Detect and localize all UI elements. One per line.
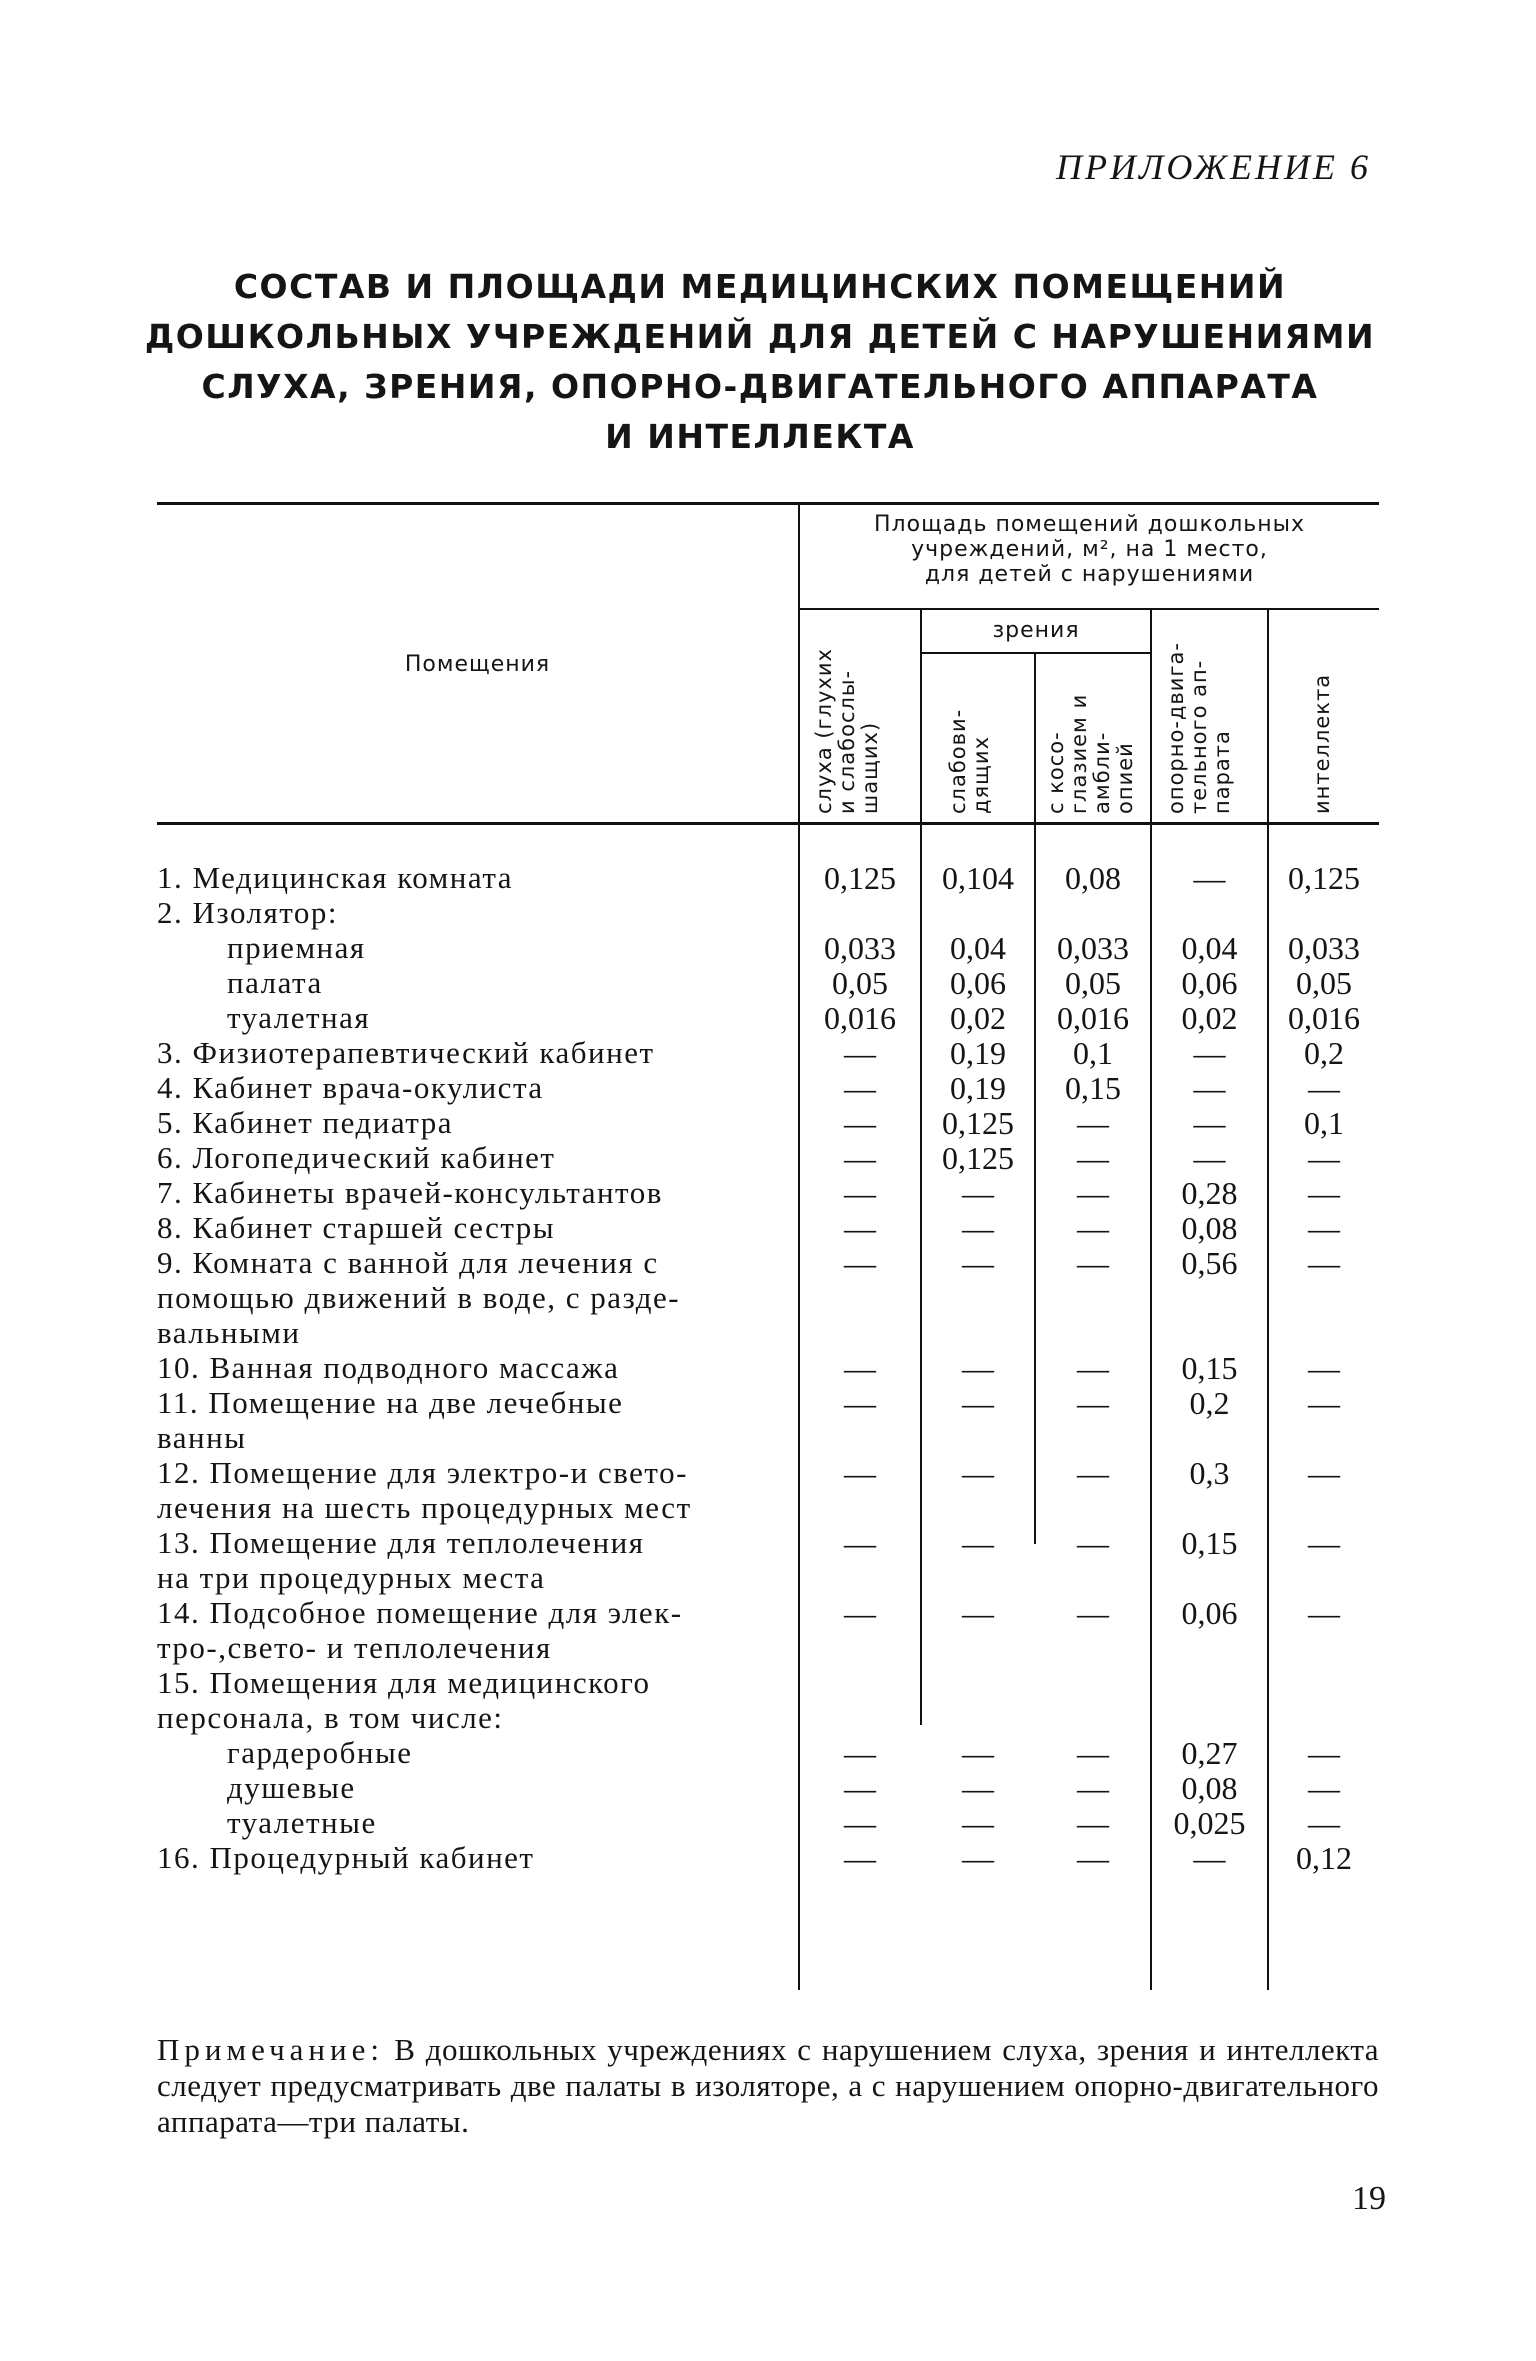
page-number: 19 [1352, 2180, 1386, 2217]
area-cell: — [1077, 1805, 1109, 1841]
area-cell: — [1077, 1140, 1109, 1176]
area-cell: — [962, 1805, 994, 1841]
area-cell: 0,1 [1073, 1035, 1113, 1071]
room-name: ванны [157, 1420, 247, 1455]
area-cell: — [844, 1175, 876, 1211]
area-cell: — [844, 1245, 876, 1281]
area-cell: — [1077, 1175, 1109, 1211]
table-top-rule [157, 502, 1379, 505]
header-area [800, 512, 1379, 587]
room-name: тро-,свето- и теплолечения [157, 1630, 552, 1665]
room-name: 11. Помещение на две лечебные [157, 1385, 624, 1420]
area-cell: — [1193, 1140, 1226, 1176]
room-name: 2. Изолятор: [157, 895, 339, 930]
room-name: туалетная [227, 1000, 371, 1035]
area-cell: 0,02 [1181, 1000, 1238, 1036]
footnote-text: В дошкольных учреждениях с нарушением слуха, зрения и интеллекта следует предусматривать две палаты в изоляторе, а с нарушением опорно-двигательного аппарата—три палаты. [157, 2032, 1380, 2139]
room-name: туалетные [227, 1805, 377, 1840]
area-cell: — [844, 1210, 876, 1246]
room-name: 5. Кабинет педиатра [157, 1105, 453, 1140]
area-cell: 0,28 [1181, 1175, 1238, 1211]
area-cell: — [1308, 1350, 1340, 1386]
area-cell: 0,15 [1065, 1070, 1121, 1106]
vision-subheader-rule [922, 652, 1150, 654]
area-cell: — [1193, 1840, 1226, 1876]
document-title [140, 262, 1380, 462]
area-cell: — [1308, 1245, 1340, 1281]
area-cell: — [844, 1385, 876, 1421]
room-name: лечения на шесть процедурных мест [157, 1490, 692, 1525]
header-area-line: учреждений, м², на 1 место, [911, 537, 1268, 562]
area-cell: — [962, 1385, 994, 1421]
room-name: 4. Кабинет врача-окулиста [157, 1070, 544, 1105]
area-cell: — [844, 1105, 876, 1141]
area-cell: — [1077, 1350, 1109, 1386]
area-cell: — [1308, 1140, 1340, 1176]
area-cell: 0,125 [942, 1105, 1014, 1141]
appendix-label: ПРИЛОЖЕНИЕ 6 [1056, 147, 1371, 187]
title-line: СОСТАВ И ПЛОЩАДИ МЕДИЦИНСКИХ ПОМЕЩЕНИЙ [233, 267, 1287, 306]
area-cell: 0,19 [950, 1070, 1006, 1106]
area-cell: — [962, 1455, 994, 1491]
room-name: гардеробные [227, 1735, 413, 1770]
area-cell: 0,04 [1181, 930, 1238, 966]
area-cell: — [962, 1350, 994, 1386]
area-cell: — [1308, 1385, 1340, 1421]
room-name: приемная [227, 930, 366, 965]
area-cell: — [844, 1035, 876, 1071]
room-name: 15. Помещения для медицинского [157, 1665, 651, 1700]
title-line: И ИНТЕЛЛЕКТА [605, 417, 915, 456]
area-cell: — [1308, 1805, 1340, 1841]
area-cell: 0,016 [1288, 1000, 1360, 1036]
area-cell: 0,033 [1057, 930, 1129, 966]
room-name: 9. Комната с ванной для лечения с [157, 1245, 659, 1280]
header-rooms: Помещения [404, 652, 551, 677]
room-name: 8. Кабинет старшей сестры [157, 1210, 556, 1245]
area-cell: — [962, 1175, 994, 1211]
area-cell: — [1308, 1070, 1340, 1106]
header-hearing: слуха (глухих и слабослы- шащих) [812, 648, 882, 814]
area-cell: — [844, 1070, 876, 1106]
area-cell: 0,08 [1181, 1770, 1238, 1806]
area-cell: 0,125 [1288, 860, 1360, 896]
area-cell: — [844, 1770, 876, 1806]
title-line: СЛУХА, ЗРЕНИЯ, ОПОРНО-ДВИГАТЕЛЬНОГО АППАРАТА [201, 367, 1319, 406]
area-cell: — [1077, 1245, 1109, 1281]
area-cell: — [962, 1245, 994, 1281]
header-intellect: интеллекта [1310, 673, 1334, 814]
area-cell: 0,05 [1065, 965, 1121, 1001]
area-cell: 0,033 [824, 930, 896, 966]
area-cell: — [844, 1455, 876, 1491]
area-cell: 0,033 [1288, 930, 1360, 966]
area-cell: 0,2 [1189, 1385, 1230, 1421]
area-cell: 0,016 [824, 1000, 896, 1036]
area-cell: — [844, 1525, 876, 1561]
area-cell: — [1077, 1455, 1109, 1491]
area-cell: — [1077, 1840, 1109, 1876]
footnote-label: Примечание: [157, 2032, 384, 2067]
area-cell: 0,15 [1181, 1525, 1238, 1561]
area-cell: — [1308, 1210, 1340, 1246]
room-name: 6. Логопедический кабинет [157, 1140, 556, 1175]
area-cell: — [1193, 1105, 1226, 1141]
area-cell: 0,025 [1173, 1805, 1246, 1841]
area-cell: — [1308, 1595, 1340, 1631]
rooms-area-table [157, 502, 1379, 1990]
area-cell: — [1077, 1770, 1109, 1806]
header-weak-sight: слабови- дящих [946, 708, 993, 814]
area-subheader-rule [800, 608, 1379, 610]
area-cell: — [844, 1595, 876, 1631]
room-name: персонала, в том числе: [157, 1700, 504, 1735]
room-name: вальными [157, 1315, 301, 1350]
area-cell: 0,016 [1057, 1000, 1129, 1036]
footnote [157, 2032, 1379, 2140]
area-cell: — [1077, 1595, 1109, 1631]
area-cell: 0,06 [1181, 965, 1238, 1001]
area-cell: 0,2 [1304, 1035, 1344, 1071]
area-cell: 0,3 [1189, 1455, 1230, 1491]
area-cell: 0,06 [1181, 1595, 1238, 1631]
area-cell: — [962, 1210, 994, 1246]
room-name: 16. Процедурный кабинет [157, 1840, 535, 1875]
area-cell: — [1077, 1105, 1109, 1141]
area-cell: — [962, 1595, 994, 1631]
area-cell: 0,08 [1065, 860, 1121, 896]
room-name: 1. Медицинская комната [157, 860, 514, 895]
area-cell: 0,06 [950, 965, 1006, 1001]
area-cell: — [962, 1840, 994, 1876]
room-name: на три процедурных места [157, 1560, 546, 1595]
area-cell: 0,02 [950, 1000, 1006, 1036]
area-cell: — [1193, 1035, 1226, 1071]
header-bottom-rule [157, 822, 1379, 825]
area-cell: — [1193, 860, 1226, 896]
area-cell: — [962, 1735, 994, 1771]
room-name: душевые [227, 1770, 356, 1805]
header-area-line: Площадь помещений дошкольных [874, 512, 1305, 537]
area-cell: — [844, 1805, 876, 1841]
area-cell: — [1308, 1770, 1340, 1806]
room-name: 10. Ванная подводного массажа [157, 1350, 620, 1385]
area-cell: — [1308, 1735, 1340, 1771]
area-cell: — [1193, 1070, 1226, 1106]
room-name: помощью движений в воде, с разде- [157, 1280, 681, 1315]
area-cell: 0,56 [1181, 1245, 1238, 1281]
room-name: 3. Физиотерапевтический кабинет [157, 1035, 655, 1070]
header-musculoskeletal: опорно-двига- тельного ап- парата [1164, 642, 1234, 814]
area-cell: 0,104 [942, 860, 1014, 896]
area-cell: — [1308, 1525, 1340, 1561]
header-strabismus: с косо- глазием и амбли- опией [1044, 693, 1137, 814]
area-cell: 0,125 [824, 860, 896, 896]
area-cell: — [844, 1350, 876, 1386]
room-name: палата [227, 965, 323, 1000]
area-cell: 0,15 [1181, 1350, 1238, 1386]
title-line: ДОШКОЛЬНЫХ УЧРЕЖДЕНИЙ ДЛЯ ДЕТЕЙ С НАРУШЕНИЯМИ [144, 317, 1376, 356]
area-cell: 0,27 [1181, 1735, 1238, 1771]
area-cell: — [844, 1840, 876, 1876]
room-name: 12. Помещение для электро-и свето- [157, 1455, 688, 1490]
room-name: 14. Подсобное помещение для элек- [157, 1595, 683, 1630]
area-cell: 0,12 [1296, 1840, 1352, 1876]
header-vision: зрения [992, 618, 1080, 643]
room-name: 7. Кабинеты врачей-консультантов [157, 1175, 663, 1210]
area-cell: — [1077, 1525, 1109, 1561]
room-name: 13. Помещение для теплолечения [157, 1525, 645, 1560]
area-cell: 0,125 [942, 1140, 1014, 1176]
area-cell: — [1308, 1175, 1340, 1211]
area-cell: 0,05 [832, 965, 888, 1001]
area-cell: 0,08 [1181, 1210, 1238, 1246]
area-cell: — [962, 1770, 994, 1806]
area-cell: — [1077, 1385, 1109, 1421]
area-cell: — [1308, 1455, 1340, 1491]
area-cell: — [844, 1140, 876, 1176]
area-cell: 0,1 [1304, 1105, 1344, 1141]
area-cell: — [1077, 1210, 1109, 1246]
area-cell: — [844, 1735, 876, 1771]
area-cell: 0,04 [950, 930, 1006, 966]
area-cell: 0,05 [1296, 965, 1352, 1001]
header-area-line: для детей с нарушениями [924, 562, 1255, 587]
area-cell: 0,19 [950, 1035, 1006, 1071]
area-cell: — [962, 1525, 994, 1561]
area-cell: — [1077, 1735, 1109, 1771]
